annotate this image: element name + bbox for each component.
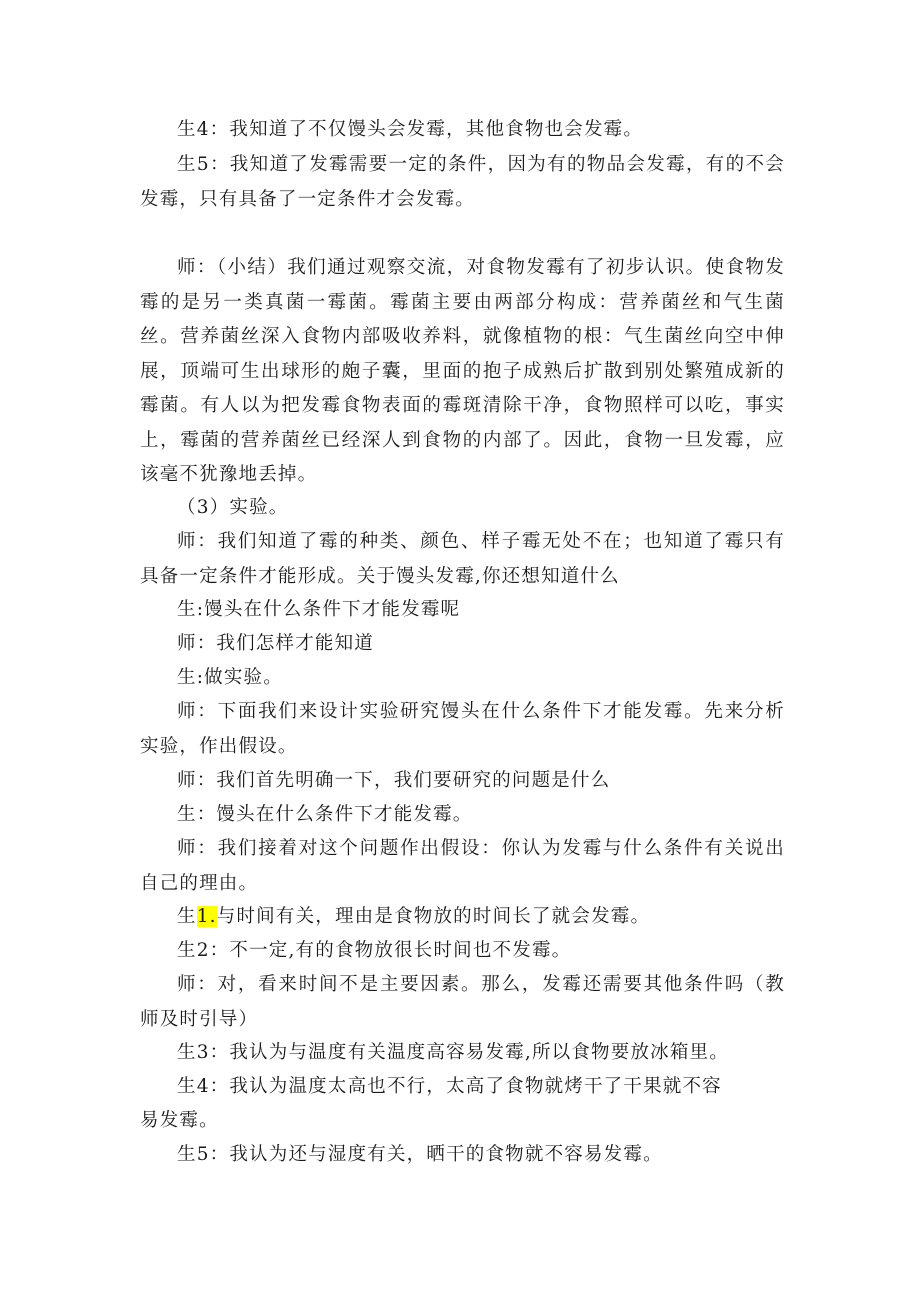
- paragraph-1: 生4：我知道了不仅馒头会发霉，其他食物也会发霉。: [177, 119, 644, 140]
- paragraph-18: 易发霉。: [140, 1110, 219, 1131]
- paragraph-7: 师：我们怎样才能知道: [177, 633, 375, 654]
- paragraph-14: 生2：不一定,有的食物放很长时间也不发霉。: [177, 940, 572, 961]
- paragraph-10: 师：我们首先明确一下，我们要研究的问题是什么: [177, 770, 611, 791]
- paragraph-4: （3）实验。: [177, 497, 289, 518]
- paragraph-15: 师：对，看来时间不是主要因素。那么，发霉还需要其他条件吗（教师及时引导）: [140, 974, 785, 1030]
- paragraph-19: 生5：我认为还与湿度有关，晒干的食物就不容易发霉。: [177, 1144, 663, 1165]
- paragraph-2: 生5：我知道了发霉需要一定的条件，因为有的物品会发霉，有的不会发霉，只有具备了一定条件才会发霉。: [140, 154, 785, 210]
- paragraph-5: 师：我们知道了霉的种类、颜色、样子霉无处不在；也知道了霉只有具备一定条件才能形成。关于馒头发霉,你还想知道什么: [140, 531, 785, 587]
- paragraph-3: 师：（小结）我们通过观察交流，对食物发霉有了初步认识。使食物发霉的是另一类真菌一霉菌。霉菌主要由两部分构成：营养菌丝和气生菌丝。营养菌丝深入食物内部吸收养料，就像植物的根：气生菌丝向空中伸展，顶端可生出球形的皰子囊，里面的抱子成熟后扩散到别处繁殖成新的霉菌。有人以为把发霉食物表面的霉斑清除干净，食物照样可以吃，事实上，霉菌的营养菌丝已经深人到食物的内部了。因此，食物一旦发霉，应该毫不犹豫地丢掉。: [140, 257, 785, 485]
- paragraph-13: [140, 900, 785, 935]
- paragraph-6: 生:馒头在什么条件下才能发霉呢: [177, 599, 461, 620]
- paragraph-12: 师：我们接着对这个问题作出假设：你认为发霉与什么条件有关说出自己的理由。: [140, 838, 785, 894]
- paragraph-8: 生:做实验。: [177, 667, 283, 688]
- paragraph-11: 生：馒头在什么条件下才能发霉。: [177, 804, 473, 825]
- speaker-prefix: 生: [177, 906, 197, 927]
- paragraph-17: 生4：我认为温度太高也不行，太高了食物就烤干了干果就不容: [177, 1076, 722, 1097]
- paragraph-13-text: 与时间有关，理由是食物放的时间长了就会发霉。: [216, 906, 651, 927]
- highlighted-number: 1.: [196, 906, 217, 927]
- paragraph-9: 师：下面我们来设计实验研究馒头在什么条件下才能发霉。先来分析实验，作出假设。: [140, 701, 785, 757]
- paragraph-16: 生3：我认为与温度有关温度高容易发霉,所以食物要放冰箱里。: [177, 1042, 729, 1063]
